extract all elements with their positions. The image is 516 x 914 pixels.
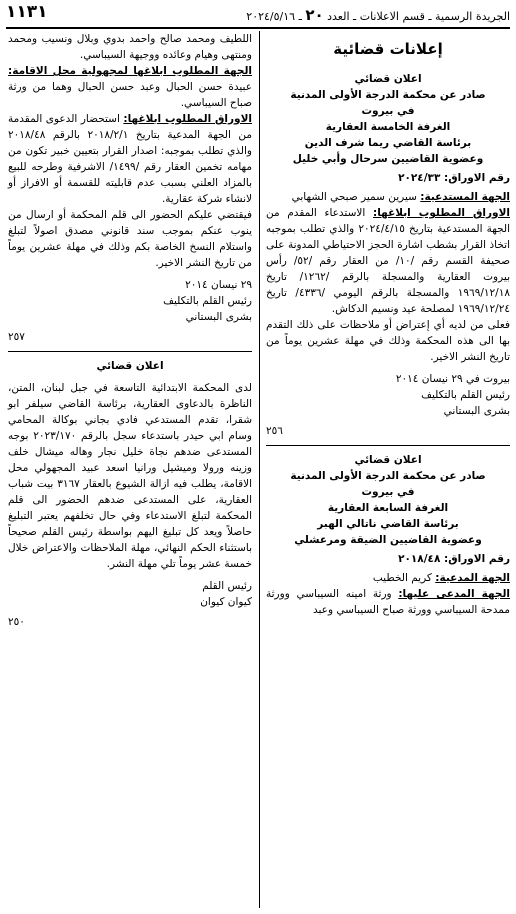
notice-number: ٢٥٠ xyxy=(8,616,25,628)
notice-paragraph xyxy=(266,189,510,205)
paragraph-text: استحضار الدعوى المقدمة من الجهة المدعية بتاريخ ٢٠١٨/٢/١ بالرقم ٢٠١٨/٤٨ والذي تطلب بموجبه: اصدار القرار بتعيين خبير تكون من مهامه تخمين العقار رقم /١٤٩٩/ الاشرفية وطرحه للبيع بالمزاد العلني بسبب عدم قابليته للقسمة أو الافراز أو لانشاء شركة عقارية. xyxy=(8,113,253,205)
court-president: برئاسة القاضي ناتالي الهبر xyxy=(317,518,459,530)
court-chamber: الغرفة السابعة العقارية xyxy=(327,502,449,514)
notice-divider xyxy=(8,351,252,352)
paragraph-text: كريم الخطيب xyxy=(372,572,436,584)
case-reference: رقم الاوراق: ٢٠١٨/٤٨ xyxy=(398,553,510,565)
signature-name: بشرى البستاني xyxy=(443,405,510,417)
signature-date: بيروت في ٢٩ نيسان ٢٠١٤ xyxy=(395,373,510,385)
paragraph-label: الجهة المدعى عليها: xyxy=(398,588,511,600)
case-reference: رقم الاوراق: ٢٠٢٤/٣٣ xyxy=(398,172,510,184)
signature-role: رئيس القلم بالتكليف xyxy=(421,389,510,401)
paragraph-label: الاوراق المطلوب ابلاغها: xyxy=(373,207,510,219)
notice-paragraph: اللطيف ومحمد صالح واحمد بدوي وبلال ونسيب ومحمد ومنتهى وهيام وعائده ووجيهة السيباسي. xyxy=(8,33,252,61)
notice-divider xyxy=(266,445,510,446)
court-president: برئاسة القاضي ريما شرف الدين xyxy=(304,137,472,149)
page-header xyxy=(6,4,510,26)
signature-name: كيوان كيوان xyxy=(200,596,252,608)
notice-paragraph xyxy=(8,63,252,111)
court-city: في بيروت xyxy=(361,486,415,498)
notice-paragraph xyxy=(266,586,510,618)
notice-heading: اعلان قضائي xyxy=(354,73,422,85)
signature-role: رئيس القلم xyxy=(202,580,252,592)
header-date: ـ ٢٠٢٤/٥/١٦ xyxy=(246,10,302,23)
paragraph-label: الجهة المدعية: xyxy=(435,572,510,584)
header-title: الجريدة الرسمية ـ قسم الاعلانات ـ العدد xyxy=(327,10,510,23)
notice-paragraph: لدى المحكمة الابتدائية التاسعة في جبل لبنان، المتن، الناظرة بالدعاوى العقارية، برئاسة القاضي سيلفر ابو شقرا، تقدم المستدعي فادي بجاني بوكالة المحامي وسام ابي حيدر باستدعاء سجل بالرقم ٢٠٢٣/١٧٠ بوجه المستدعى ضدهم نجاة خليل نجار وهاله ميشال خلف وزينه ورولا وميشيل ورانيا اسعد عبيد المجهولي محل الاقامة، يطلب فيه ازالة الشيوع بالعقار ٣١٦٧ بيت شباب العقارية، على المستدعى ضدهم الحضور الى قلم المحكمة لتبلغ الاستدعاء وفي حال تخلفهم يعتبر التبليغ حاصلاً ويعد كل تبليغ اليهم بواسطة رئيس القلم صحيحاً باستثناء الحكم النهائي، مهلة الملاحظات والاعتراض خلال خمسة عشر يوماً تلي مهلة النشر. xyxy=(8,382,252,570)
section-title: إعلانات قضائية xyxy=(333,40,443,58)
right-column xyxy=(266,31,510,618)
signature-role: رئيس القلم بالتكليف xyxy=(163,295,252,307)
notice-number: ٢٥٦ xyxy=(266,425,283,437)
court-chamber: الغرفة الخامسة العقارية xyxy=(325,121,451,133)
notice-250 xyxy=(8,358,252,630)
paragraph-text: سيرين سمير صبحي الشهابي xyxy=(291,191,421,203)
notice-number: ٢٥٧ xyxy=(8,331,25,343)
court-city: في بيروت xyxy=(361,105,415,117)
signature-date: ٢٩ نيسان ٢٠١٤ xyxy=(185,279,252,291)
header-issue: ٢٠ xyxy=(305,6,324,24)
court-name: صادر عن محكمة الدرجة الأولى المدنية xyxy=(290,89,486,101)
paragraph-text: عبيدة حسن الحبال وعبد حسن الحبال وهما من ورثة صباح السيباسي. xyxy=(8,81,252,109)
notice-256 xyxy=(266,71,510,439)
header-rule xyxy=(6,27,510,29)
paragraph-label: الاوراق المطلوب ابلاغها: xyxy=(123,113,252,125)
paragraph-text: الاستدعاء المقدم من الجهة المستدعية بتاريخ ٢٠٢٤/٤/١٥ والذي تطلب بموجبه اتخاذ القرار بشطب اشارة الحجز الاحتياطي المدونة على صحيفة القسم رقم /١٠/ من العقار رقم /٥٢/ رأس بيروت العقارية والمسجلة بالرقم /١٢٦٢/ تاريخ ١٩٦٩/١٢/١٨ والمسجلة بالرقم اليومي /٤٣٣٦/ تاريخ ١٩٦٩/١٢/٢٤ لمصلحة عيد ونسيم الدكاش. xyxy=(266,207,511,315)
court-name: صادر عن محكمة الدرجة الأولى المدنية xyxy=(290,470,486,482)
notice-paragraph xyxy=(8,111,252,207)
paragraph-text: ورثة امينه السيباسي وورثة ممدحة السيباسي وورثة صباح السيباسي وعبد xyxy=(266,588,510,616)
notice-paragraph xyxy=(266,205,510,317)
paragraph-label: الجهة المطلوب ابلاغها لمجهولية محل الاقامة: xyxy=(8,65,252,77)
paragraph-label: الجهة المستدعية: xyxy=(420,191,510,203)
left-column xyxy=(8,31,252,634)
court-members: وعضوية القاضيين الضيقة ومرعشلي xyxy=(294,534,482,546)
notice-heading: اعلان قضائي xyxy=(354,454,422,466)
notice-paragraph xyxy=(266,570,510,586)
court-members: وعضوية القاضيين سرحال وأبي خليل xyxy=(292,153,484,165)
signature-name: بشرى البستاني xyxy=(185,311,252,323)
header-title-line xyxy=(246,6,510,24)
notice-257-start xyxy=(266,452,510,618)
column-divider xyxy=(259,31,260,908)
notice-heading: اعلان قضائي xyxy=(96,360,164,372)
notice-paragraph: فيقتضي عليكم الحضور الى قلم المحكمة أو ارسال من ينوب عنكم بموجب سند قانوني مصدق اصولاً لتبلغ واستلام النسخ الخاصة بكم وذلك في مهلة عشرين يوماً من تاريخ النشر الاخير. xyxy=(8,209,252,269)
notice-paragraph: فعلى من لديه أي إعتراض أو ملاحظات على ذلك التقدم بها الى هذه المحكمة وذلك في مهلة عشرين يوماً من تاريخ النشر الاخير. xyxy=(266,319,510,363)
page-number: ١١٣١ xyxy=(6,2,48,22)
notice-257-cont xyxy=(8,31,252,345)
